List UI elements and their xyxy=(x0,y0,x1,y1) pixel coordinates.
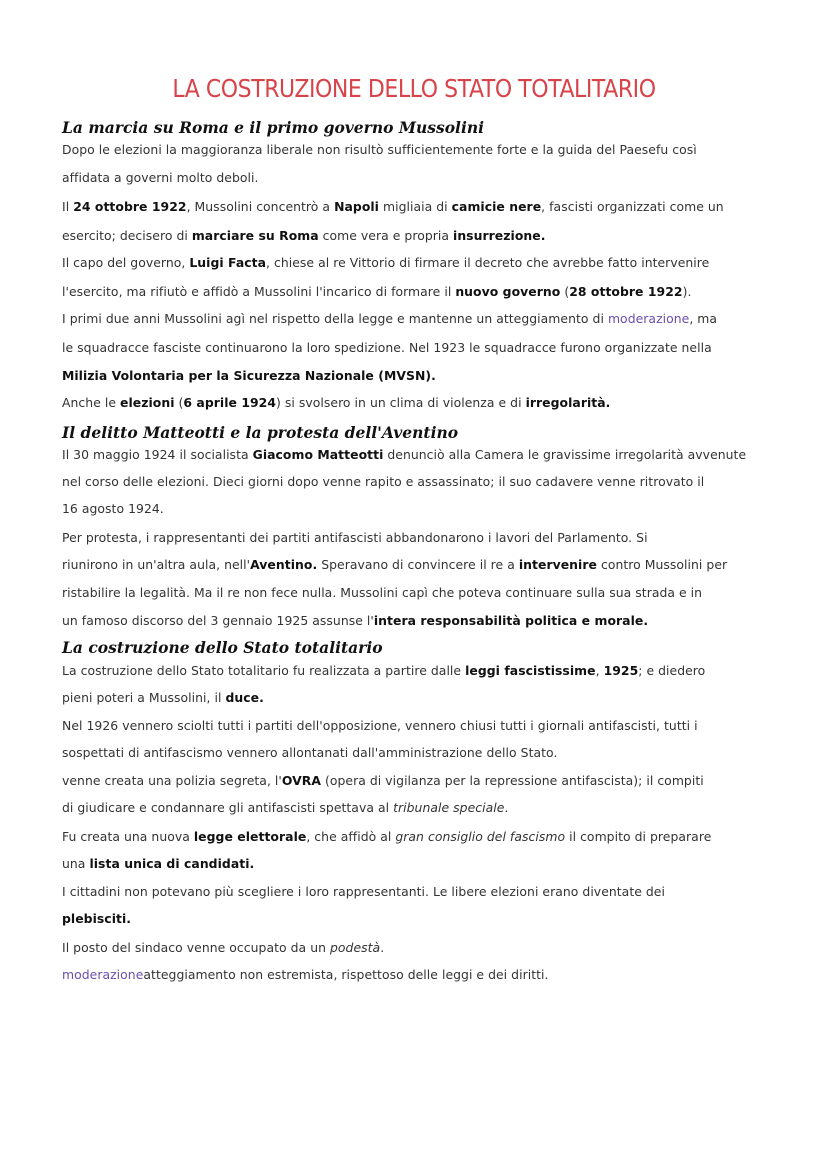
text-segment: tribunale speciale xyxy=(393,800,505,815)
text-segment: ( xyxy=(174,395,184,410)
text-line xyxy=(62,199,724,214)
text-line xyxy=(62,311,717,326)
text-segment: , xyxy=(595,663,604,678)
text-line xyxy=(62,800,508,815)
bold-term: Luigi Facta xyxy=(189,255,267,270)
text-segment: Speravano di convincere il re a xyxy=(317,557,519,572)
text-line xyxy=(62,395,610,410)
text-line xyxy=(62,501,164,516)
bold-term: intera responsabilità politica e morale. xyxy=(373,613,649,628)
bold-term: camicie nere xyxy=(451,199,542,214)
section-heading: La costruzione dello Stato totalitario xyxy=(62,638,383,657)
text-segment: Anche le xyxy=(62,395,121,410)
text-segment: le squadracce fasciste continuarono la loro spedizione. Nel 1923 le squadracce furono organizzate nella xyxy=(62,340,712,355)
text-segment: . xyxy=(380,940,385,955)
text-segment: La costruzione dello Stato totalitario fu realizzata a partire dalle xyxy=(62,663,466,678)
text-line xyxy=(62,368,436,383)
text-segment: Il xyxy=(62,199,74,214)
bold-term: Giacomo Matteotti xyxy=(252,447,384,462)
text-segment: , fascisti organizzati come un xyxy=(541,199,724,214)
bold-term: insurrezione. xyxy=(453,228,546,243)
text-segment: I primi due anni Mussolini agì nel rispetto della legge e mantenne un atteggiamento di xyxy=(62,311,608,326)
text-segment: Dopo le elezioni la maggioranza liberale non risultò sufficientemente forte e la guida del Paesefu così xyxy=(62,142,697,157)
text-line xyxy=(62,255,709,270)
text-segment: , chiese al re Vittorio di firmare il decreto che avrebbe fatto intervenire xyxy=(266,255,710,270)
text-segment: Per protesta, i rappresentanti dei partiti antifascisti abbandonarono i lavori del Parlamento. Si xyxy=(62,530,648,545)
text-line xyxy=(62,690,264,705)
text-line xyxy=(62,447,746,462)
text-line xyxy=(62,557,727,572)
text-segment: ( xyxy=(560,284,570,299)
bold-term: duce. xyxy=(225,690,264,705)
text-segment: esercito; decisero di xyxy=(62,228,192,243)
text-line xyxy=(62,773,704,788)
text-segment: Il capo del governo, xyxy=(62,255,190,270)
text-segment: gran consiglio del fascismo xyxy=(395,829,566,844)
text-segment: un famoso discorso del 3 gennaio 1925 assunse l' xyxy=(62,613,374,628)
text-segment: denunciò alla Camera le gravissime irregolarità avvenute xyxy=(383,447,747,462)
bold-term: OVRA xyxy=(281,773,322,788)
text-line xyxy=(62,884,665,899)
bold-term: lista unica di candidati. xyxy=(89,856,255,871)
text-segment: l'esercito, ma rifiutò e affidò a Mussolini l'incarico di formare il xyxy=(62,284,456,299)
text-segment: venne creata una polizia segreta, l' xyxy=(62,773,282,788)
section-heading: Il delitto Matteotti e la protesta dell'Aventino xyxy=(62,423,459,442)
text-line xyxy=(62,228,545,243)
text-line xyxy=(62,967,549,982)
bold-term: intervenire xyxy=(518,557,597,572)
highlighted-term: moderazione xyxy=(607,311,690,326)
text-segment: come vera e propria xyxy=(318,228,454,243)
text-segment: ristabilire la legalità. Ma il re non fece nulla. Mussolini capì che poteva continuare sulla sua strada e in xyxy=(62,585,703,600)
text-line xyxy=(62,829,711,844)
text-segment: podestà xyxy=(329,940,381,955)
text-segment: Fu creata una nuova xyxy=(62,829,194,844)
text-line xyxy=(62,142,697,157)
text-segment: Il posto del sindaco venne occupato da un xyxy=(62,940,330,955)
highlighted-term: moderazione xyxy=(62,967,144,982)
text-segment: 16 agosto 1924. xyxy=(62,501,164,516)
bold-term: 6 aprile 1924 xyxy=(183,395,277,410)
bold-term: legge elettorale xyxy=(193,829,307,844)
text-segment: contro Mussolini per xyxy=(596,557,728,572)
text-line xyxy=(62,613,648,628)
text-line xyxy=(62,745,557,760)
bold-term: 24 ottobre 1922 xyxy=(73,199,187,214)
bold-term: Aventino. xyxy=(250,557,318,572)
text-segment: riunirono in un'altra aula, nell' xyxy=(62,557,251,572)
page-title: LA COSTRUZIONE DELLO STATO TOTALITARIO xyxy=(172,74,656,103)
text-segment: . xyxy=(504,800,509,815)
text-segment: migliaia di xyxy=(378,199,452,214)
text-segment: , ma xyxy=(689,311,718,326)
text-line xyxy=(62,284,691,299)
text-segment: atteggiamento non estremista, rispettoso delle leggi e dei diritti. xyxy=(143,967,549,982)
bold-term: irregolarità. xyxy=(525,395,611,410)
text-segment: affidata a governi molto deboli. xyxy=(62,170,259,185)
text-segment: nel corso delle elezioni. Dieci giorni dopo venne rapito e assassinato; il suo cadavere venne ritrovato il xyxy=(62,474,705,489)
text-line xyxy=(62,585,702,600)
text-line xyxy=(62,663,705,678)
text-segment: sospettati di antifascismo vennero allontanati dall'amministrazione dello Stato. xyxy=(62,745,558,760)
text-segment: (opera di vigilanza per la repressione antifascista); il compiti xyxy=(321,773,704,788)
text-line xyxy=(62,718,698,733)
text-line xyxy=(62,170,258,185)
bold-term: plebisciti. xyxy=(62,911,132,926)
text-segment: ; e diedero xyxy=(638,663,706,678)
text-line xyxy=(62,340,712,355)
text-line xyxy=(62,856,254,871)
bold-term: Napoli xyxy=(334,199,379,214)
bold-term: leggi fascistissime xyxy=(465,663,596,678)
text-line xyxy=(62,474,704,489)
text-segment: pieni poteri a Mussolini, il xyxy=(62,690,226,705)
bold-term: Milizia Volontaria per la Sicurezza Nazionale (MVSN). xyxy=(62,368,436,383)
bold-term: 1925 xyxy=(603,663,639,678)
text-segment: ). xyxy=(682,284,692,299)
text-segment: il compito di preparare xyxy=(565,829,712,844)
text-segment: , Mussolini concentrò a xyxy=(186,199,335,214)
text-line xyxy=(62,911,131,926)
text-segment: di giudicare e condannare gli antifascisti spettava al xyxy=(62,800,394,815)
bold-term: marciare su Roma xyxy=(191,228,319,243)
text-line xyxy=(62,530,648,545)
text-segment: Nel 1926 vennero sciolti tutti i partiti dell'opposizione, vennero chiusi tutti i giornali antifascisti, tutti i xyxy=(62,718,698,733)
text-segment: una xyxy=(62,856,90,871)
text-segment: , che affidò al xyxy=(306,829,396,844)
bold-term: nuovo governo xyxy=(455,284,561,299)
text-line xyxy=(62,940,384,955)
text-segment: Il 30 maggio 1924 il socialista xyxy=(62,447,253,462)
bold-term: elezioni xyxy=(120,395,175,410)
section-heading: La marcia su Roma e il primo governo Mussolini xyxy=(62,118,484,137)
text-segment: ) si svolsero in un clima di violenza e di xyxy=(276,395,526,410)
text-segment: I cittadini non potevano più scegliere i loro rappresentanti. Le libere elezioni erano diventate dei xyxy=(62,884,665,899)
bold-term: 28 ottobre 1922 xyxy=(569,284,683,299)
